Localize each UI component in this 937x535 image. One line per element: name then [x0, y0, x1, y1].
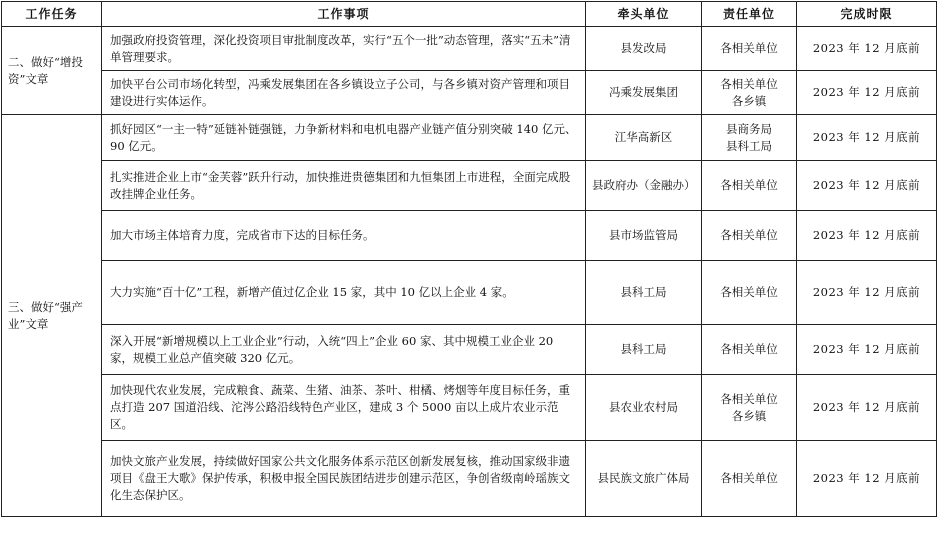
header-item: 工作事项: [102, 2, 586, 27]
item-cell: 大力实施“百十亿”工程，新增产值过亿企业 15 家，其中 10 亿以上企业 4 家。: [102, 261, 586, 325]
responsible-unit-cell: 县商务局 县科工局: [702, 115, 797, 161]
table-row: [2, 27, 937, 71]
item-cell: 加快文旅产业发展，持续做好国家公共文化服务体系示范区创新发展复核，推动国家级非遗项目《盘王大歌》保护传承，积极申报全国民族团结进步创建示范区，争创省级南岭瑶族文化生态保护区。: [102, 441, 586, 517]
deadline-cell: 2023 年 12 月底前: [797, 211, 937, 261]
responsible-unit-cell: 各相关单位: [702, 441, 797, 517]
deadline-cell: 2023 年 12 月底前: [797, 161, 937, 211]
responsible-unit-cell: 各相关单位 各乡镇: [702, 71, 797, 115]
deadline-cell: 2023 年 12 月底前: [797, 375, 937, 441]
responsible-unit-cell: 各相关单位: [702, 211, 797, 261]
lead-unit-cell: 县市场监管局: [586, 211, 702, 261]
item-cell: 加大市场主体培育力度，完成省市下达的目标任务。: [102, 211, 586, 261]
item-cell: 深入开展“新增规模以上工业企业”行动，入统“四上”企业 60 家、其中规模工业企业 20 家，规模工业总产值突破 320 亿元。: [102, 325, 586, 375]
responsible-unit-cell: 各相关单位: [702, 325, 797, 375]
lead-unit-cell: 县民族文旅广体局: [586, 441, 702, 517]
deadline-cell: 2023 年 12 月底前: [797, 71, 937, 115]
header-row: [2, 2, 937, 27]
table-row: [2, 441, 937, 517]
task-cell: 二、做好“增投资”文章: [2, 27, 102, 115]
header-responsible-unit: 责任单位: [702, 2, 797, 27]
task-cell: 三、做好“强产业”文章: [2, 115, 102, 517]
header-task: 工作任务: [2, 2, 102, 27]
table-row: [2, 375, 937, 441]
lead-unit-cell: 冯乘发展集团: [586, 71, 702, 115]
lead-unit-cell: 县科工局: [586, 261, 702, 325]
deadline-cell: 2023 年 12 月底前: [797, 325, 937, 375]
work-task-table: [1, 1, 937, 517]
item-cell: 加强政府投资管理，深化投资项目审批制度改革，实行“五个一批”动态管理，落实“五未”清单管理要求。: [102, 27, 586, 71]
table-row: [2, 115, 937, 161]
responsible-unit-cell: 各相关单位: [702, 261, 797, 325]
lead-unit-cell: 县农业农村局: [586, 375, 702, 441]
item-cell: 加快平台公司市场化转型，冯乘发展集团在各乡镇设立子公司，与各乡镇对资产管理和项目建设进行实体运作。: [102, 71, 586, 115]
table-row: [2, 71, 937, 115]
responsible-unit-cell: 各相关单位 各乡镇: [702, 375, 797, 441]
table-row: [2, 325, 937, 375]
header-lead-unit: 牵头单位: [586, 2, 702, 27]
deadline-cell: 2023 年 12 月底前: [797, 261, 937, 325]
item-cell: 抓好园区“一主一特”延链补链强链，力争新材料和电机电器产业链产值分别突破 140 亿元、90 亿元。: [102, 115, 586, 161]
table-row: [2, 161, 937, 211]
item-cell: 加快现代农业发展，完成粮食、蔬菜、生猪、油茶、茶叶、柑橘、烤烟等年度目标任务，重点打造 207 国道沿线、沱涔公路沿线特色产业区，建成 3 个 5000 亩以上成片农业示范区。: [102, 375, 586, 441]
responsible-unit-cell: 各相关单位: [702, 161, 797, 211]
deadline-cell: 2023 年 12 月底前: [797, 27, 937, 71]
responsible-unit-cell: 各相关单位: [702, 27, 797, 71]
lead-unit-cell: 县科工局: [586, 325, 702, 375]
lead-unit-cell: 江华高新区: [586, 115, 702, 161]
lead-unit-cell: 县发改局: [586, 27, 702, 71]
deadline-cell: 2023 年 12 月底前: [797, 441, 937, 517]
item-cell: 扎实推进企业上市“金芙蓉”跃升行动，加快推进贵德集团和九恒集团上市进程，全面完成股改挂牌企业任务。: [102, 161, 586, 211]
table-row: [2, 211, 937, 261]
table-row: [2, 261, 937, 325]
header-deadline: 完成时限: [797, 2, 937, 27]
lead-unit-cell: 县政府办（金融办）: [586, 161, 702, 211]
deadline-cell: 2023 年 12 月底前: [797, 115, 937, 161]
